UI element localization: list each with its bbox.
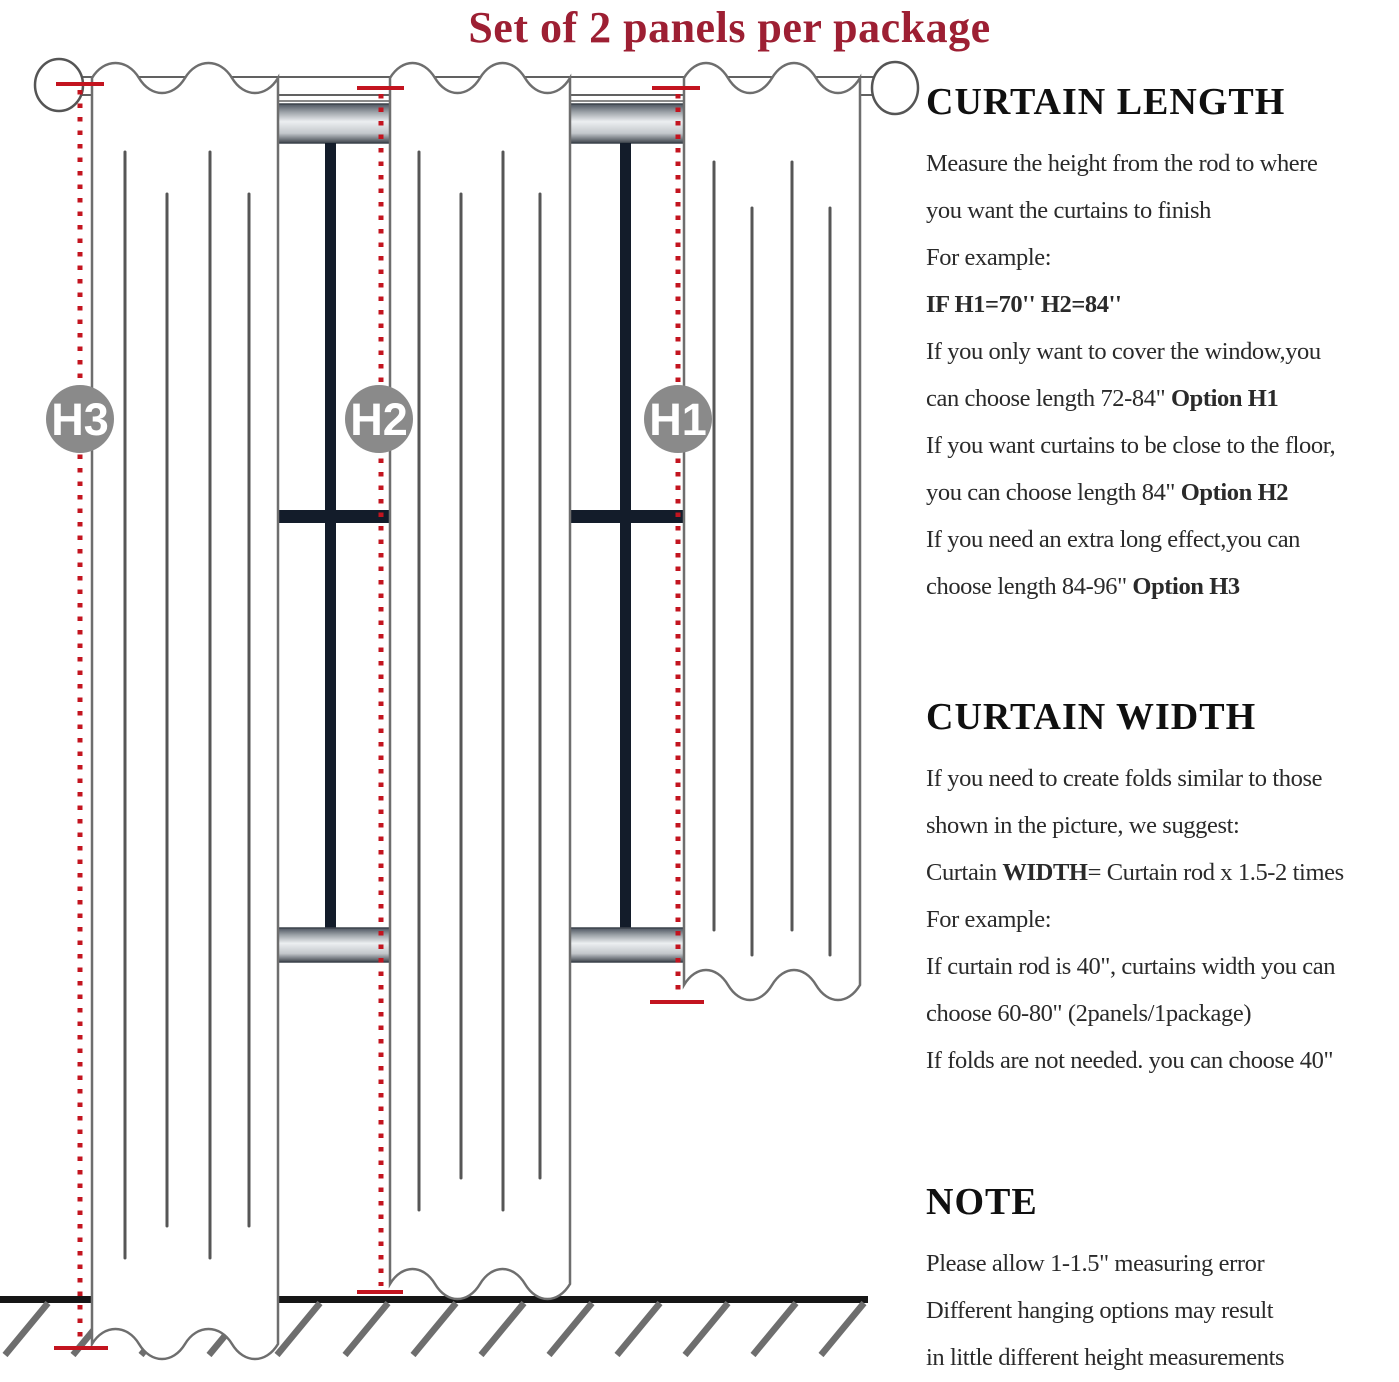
section-body [926,755,1399,1084]
text-line [926,1037,1399,1084]
text-segment: choose length 84-96" [926,573,1133,600]
window-mullion-right [620,143,631,928]
text-line [926,469,1399,516]
text-segment: Different hanging options may result [926,1297,1274,1324]
text-line [926,187,1399,234]
text-segment: you can choose length 84" [926,479,1181,506]
text-line [926,140,1399,187]
text-line [926,422,1399,469]
text-segment: For example: [926,244,1052,271]
text-line [926,896,1399,943]
text-segment: Option H2 [1180,479,1289,506]
text-segment: choose 60-80" (2panels/1package) [926,1000,1252,1027]
text-line [926,234,1399,281]
text-segment: Curtain [926,859,1003,886]
marker-h3-label: H3 [51,394,109,445]
text-segment: can choose length 72-84" [926,385,1171,412]
text-segment: For example: [926,906,1052,933]
text-line [926,1334,1399,1381]
curtain-panel-h2 [390,63,570,1299]
text-segment: If you want curtains to be close to the floor, [926,432,1336,459]
curtain-panel-h1 [684,63,860,1000]
panel-h1-fabric [684,63,860,1000]
text-segment: Option H1 [1170,385,1279,412]
text-line [926,802,1399,849]
text-line [926,1287,1399,1334]
text-segment: Please allow 1-1.5" measuring error [926,1250,1265,1277]
text-segment: you want the curtains to finish [926,197,1211,224]
text-segment: If folds are not needed. you can choose 40" [926,1047,1334,1074]
text-line [926,563,1399,610]
panel-h2-fabric [390,63,570,1299]
section-note [926,1180,1399,1381]
section-curtain-width [926,695,1399,1084]
text-line [926,755,1399,802]
section-heading: CURTAIN WIDTH [926,696,1257,738]
text-line [926,1240,1399,1287]
text-line [926,328,1399,375]
text-segment: Measure the height from the rod to where [926,150,1318,177]
text-segment: If you need to create folds similar to those [926,765,1323,792]
text-segment: WIDTH [1002,859,1088,886]
section-body [926,1240,1399,1381]
text-segment: in little different height measurements [926,1344,1285,1371]
marker-h1 [644,385,712,453]
text-segment: = Curtain rod x 1.5-2 times [1087,859,1344,886]
text-line [926,516,1399,563]
text-line [926,281,1399,328]
window-mullion-left [325,143,336,928]
text-segment: shown in the picture, we suggest: [926,812,1240,839]
page-title: Set of 2 panels per package [468,3,991,52]
marker-h3 [46,385,114,453]
text-segment: Option H3 [1132,573,1240,600]
section-heading: NOTE [926,1181,1038,1223]
text-segment: If you need an extra long effect,you can [926,526,1301,553]
section-body [926,140,1399,610]
section-curtain-length [926,80,1399,610]
marker-h1-label: H1 [649,394,707,445]
text-segment: If you only want to cover the window,you [926,338,1321,365]
text-segment: IF H1=70'' H2=84'' [926,291,1122,318]
marker-h2-label: H2 [350,394,408,445]
text-line [926,990,1399,1037]
text-line [926,943,1399,990]
text-segment: If curtain rod is 40", curtains width you can [926,953,1336,980]
text-line [926,375,1399,422]
marker-h2 [345,385,413,453]
section-heading: CURTAIN LENGTH [926,81,1286,123]
curtain-panel-h3 [92,63,278,1359]
text-line [926,849,1399,896]
rod-finial-right [872,62,918,114]
